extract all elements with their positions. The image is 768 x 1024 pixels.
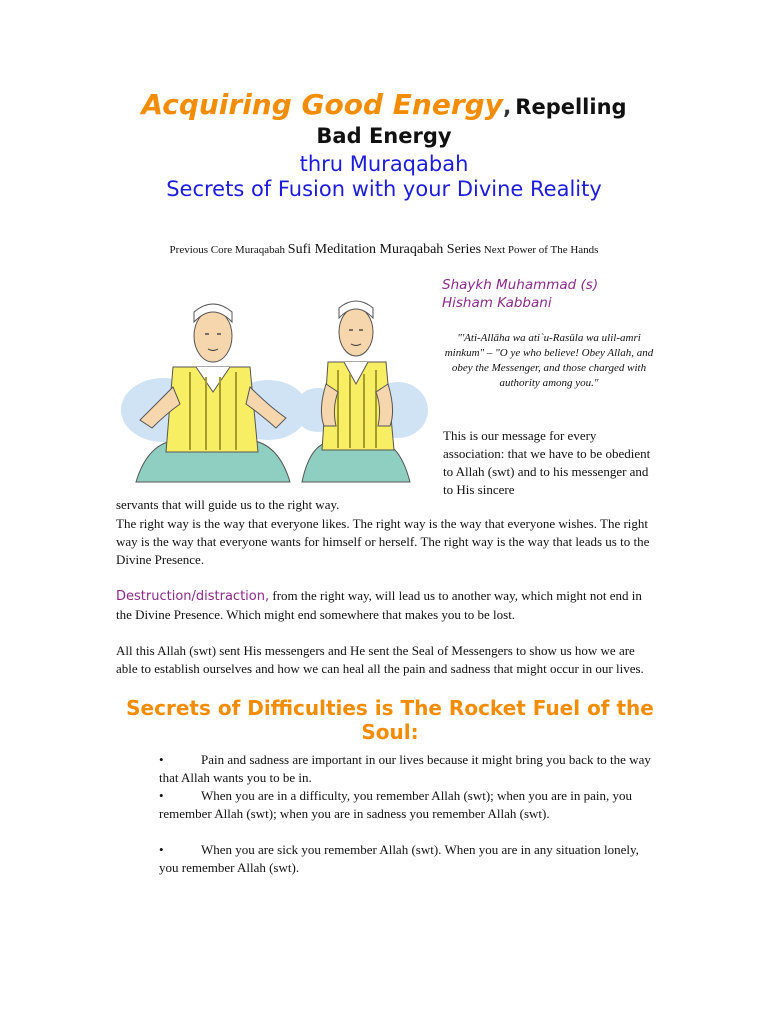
title-comma: , [502,95,512,120]
author-line-1: Shaykh Muhammad (s) [442,277,599,293]
page-title [0,88,768,121]
title-main: Acquiring Good Energy [141,88,503,121]
bullet-text: Pain and sadness are important in our lives because it might bring you back to the way that Allah wants you to be in. [159,752,651,785]
section-heading: Secrets of Difficulties is The Rocket Fuel of the Soul: [126,696,654,744]
bullet-item [159,751,651,787]
bullet-dot: • [159,752,164,767]
subtitle-secrets: Secrets of Fusion with your Divine Reality [166,177,602,201]
bullet-item [159,841,651,877]
previous-link[interactable]: Previous Core Muraqabah [169,244,286,256]
destruction-rest: from the right way, will lead us to another way, which might not end in the Divine Presence. Which might end somewhere that makes you to be lost. [116,588,642,622]
title-repelling: Repelling [515,95,627,119]
author-block [442,276,598,312]
title-line-2: Bad Energy [316,124,452,148]
subtitle-muraqabah: thru Muraqabah [299,152,469,176]
bullet-dot: • [159,842,164,857]
quote: "'Ati-Allāha wa ati`u-Rasūla wa ulil-amri minkum" – "O ye who believe! Obey Allah, and obey the Messenger, and those charged with authority among you." [444,332,654,389]
paragraph-message: This is our message for every association: that we have to be obedient to Allah (swt) and to his messenger and to His sincere [443,428,651,497]
series-navigation [0,242,768,258]
bullet-text: When you are sick you remember Allah (swt). When you are in any situation lonely, you remember Allah (swt). [159,842,639,875]
paragraph-right-way: The right way is the way that everyone likes. The right way is the way that everyone wishes. The right way is the way that everyone wants for himself or herself. The right way is the way that leads us to the Divine Presence. [116,516,650,567]
bullet-item [159,787,651,823]
paragraph-messengers: All this Allah (swt) sent His messengers and He sent the Seal of Messengers to show us how we are able to establish ourselves and how we can heal all the pain and sadness that might occur in our lives. [116,643,644,676]
destruction-lead: Destruction/distraction, [116,589,270,604]
bullet-text: When you are in a difficulty, you remember Allah (swt); when you are in pain, you remember Allah (swt); when you are in sadness you remember Allah (swt). [159,788,633,821]
author-line-2: Hisham Kabbani [442,295,552,311]
series-title: Sufi Meditation Muraqabah Series [287,242,482,257]
paragraph-destruction [116,587,656,624]
next-link[interactable]: Next Power of The Hands [483,244,599,256]
bullet-dot: • [159,788,164,803]
paragraph-message-continued: servants that will guide us to the right way. [116,497,340,512]
meditation-illustration [118,292,430,492]
